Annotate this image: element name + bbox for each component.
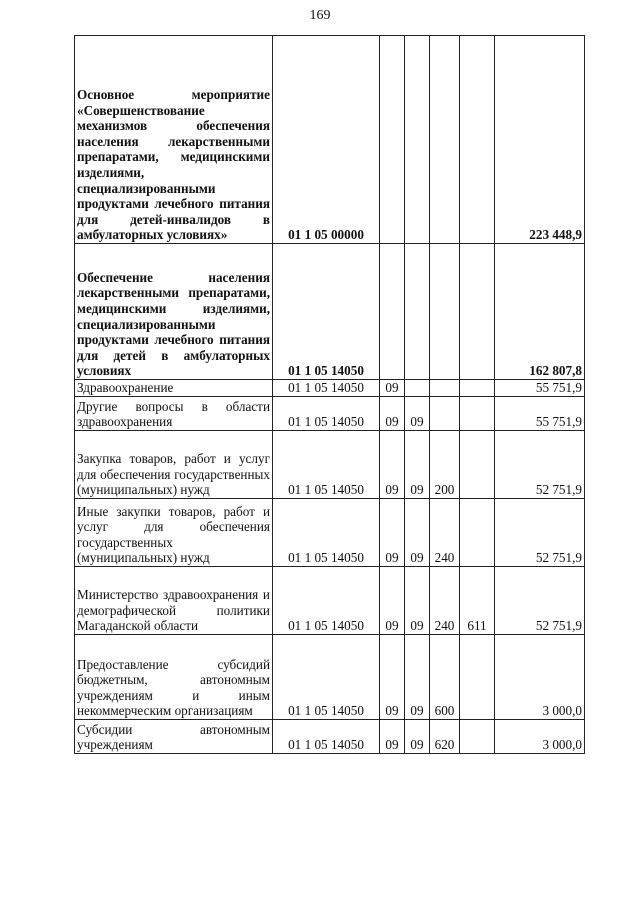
page-number: 169 <box>309 8 331 23</box>
amount: 162 807,8 <box>495 244 585 380</box>
subsection-code: 09 <box>405 720 430 754</box>
section-code <box>380 244 405 380</box>
expense-type-code: 240 <box>430 499 460 567</box>
table-row <box>75 36 585 244</box>
administrator-code <box>460 720 495 754</box>
administrator-code <box>460 397 495 431</box>
expense-type-code: 200 <box>430 431 460 499</box>
target-code: 01 1 05 14050 <box>273 244 380 380</box>
target-code: 01 1 05 14050 <box>273 380 380 397</box>
row-name: Субсидии автономным учреждениям <box>75 720 273 754</box>
target-code: 01 1 05 14050 <box>273 397 380 431</box>
table-row <box>75 244 585 380</box>
expense-type-code <box>430 244 460 380</box>
expense-type-code: 600 <box>430 635 460 720</box>
section-code: 09 <box>380 567 405 635</box>
budget-table <box>74 35 585 754</box>
target-code: 01 1 05 14050 <box>273 635 380 720</box>
subsection-code: 09 <box>405 397 430 431</box>
subsection-code: 09 <box>405 499 430 567</box>
subsection-code <box>405 380 430 397</box>
section-code: 09 <box>380 499 405 567</box>
subsection-code <box>405 36 430 244</box>
expense-type-code <box>430 397 460 431</box>
section-code: 09 <box>380 397 405 431</box>
table-row <box>75 499 585 567</box>
amount: 52 751,9 <box>495 431 585 499</box>
row-name: Обеспечение населения лекарственными препаратами, медицинскими изделиями, специализированными продуктами лечебного питания для детей в амбулаторных условиях <box>75 244 273 380</box>
row-name: Здравоохранение <box>75 380 273 397</box>
administrator-code <box>460 380 495 397</box>
administrator-code <box>460 244 495 380</box>
table-row <box>75 567 585 635</box>
subsection-code <box>405 244 430 380</box>
table-row <box>75 635 585 720</box>
expense-type-code: 240 <box>430 567 460 635</box>
amount: 55 751,9 <box>495 380 585 397</box>
row-name: Предоставление субсидий бюджетным, автономным учреждениям и иным некоммерческим организациям <box>75 635 273 720</box>
row-name: Другие вопросы в области здравоохранения <box>75 397 273 431</box>
table-row <box>75 720 585 754</box>
table-row <box>75 380 585 397</box>
target-code: 01 1 05 14050 <box>273 720 380 754</box>
target-code: 01 1 05 14050 <box>273 499 380 567</box>
expense-type-code <box>430 36 460 244</box>
budget-table-body <box>75 36 585 754</box>
amount: 223 448,9 <box>495 36 585 244</box>
target-code: 01 1 05 00000 <box>273 36 380 244</box>
amount: 52 751,9 <box>495 499 585 567</box>
section-code: 09 <box>380 635 405 720</box>
administrator-code <box>460 635 495 720</box>
target-code: 01 1 05 14050 <box>273 431 380 499</box>
row-name: Основное мероприятие «Совершенствование механизмов обеспечения населения лекарственными препаратами, медицинскими изделиями, специализированными продуктами лечебного питания для детей-инвалидов в амбулаторных условиях» <box>75 36 273 244</box>
section-code: 09 <box>380 431 405 499</box>
section-code: 09 <box>380 380 405 397</box>
row-name: Министерство здравоохранения и демографической политики Магаданской области <box>75 567 273 635</box>
amount: 55 751,9 <box>495 397 585 431</box>
amount: 52 751,9 <box>495 567 585 635</box>
row-name: Закупка товаров, работ и услуг для обеспечения государственных (муниципальных) нужд <box>75 431 273 499</box>
amount: 3 000,0 <box>495 635 585 720</box>
expense-type-code: 620 <box>430 720 460 754</box>
expense-type-code <box>430 380 460 397</box>
subsection-code: 09 <box>405 635 430 720</box>
administrator-code <box>460 36 495 244</box>
section-code <box>380 36 405 244</box>
target-code: 01 1 05 14050 <box>273 567 380 635</box>
row-name: Иные закупки товаров, работ и услуг для обеспечения государственных (муниципальных) нужд <box>75 499 273 567</box>
subsection-code: 09 <box>405 567 430 635</box>
amount: 3 000,0 <box>495 720 585 754</box>
section-code: 09 <box>380 720 405 754</box>
administrator-code <box>460 499 495 567</box>
administrator-code <box>460 431 495 499</box>
subsection-code: 09 <box>405 431 430 499</box>
table-row <box>75 397 585 431</box>
table-row <box>75 431 585 499</box>
administrator-code: 611 <box>460 567 495 635</box>
